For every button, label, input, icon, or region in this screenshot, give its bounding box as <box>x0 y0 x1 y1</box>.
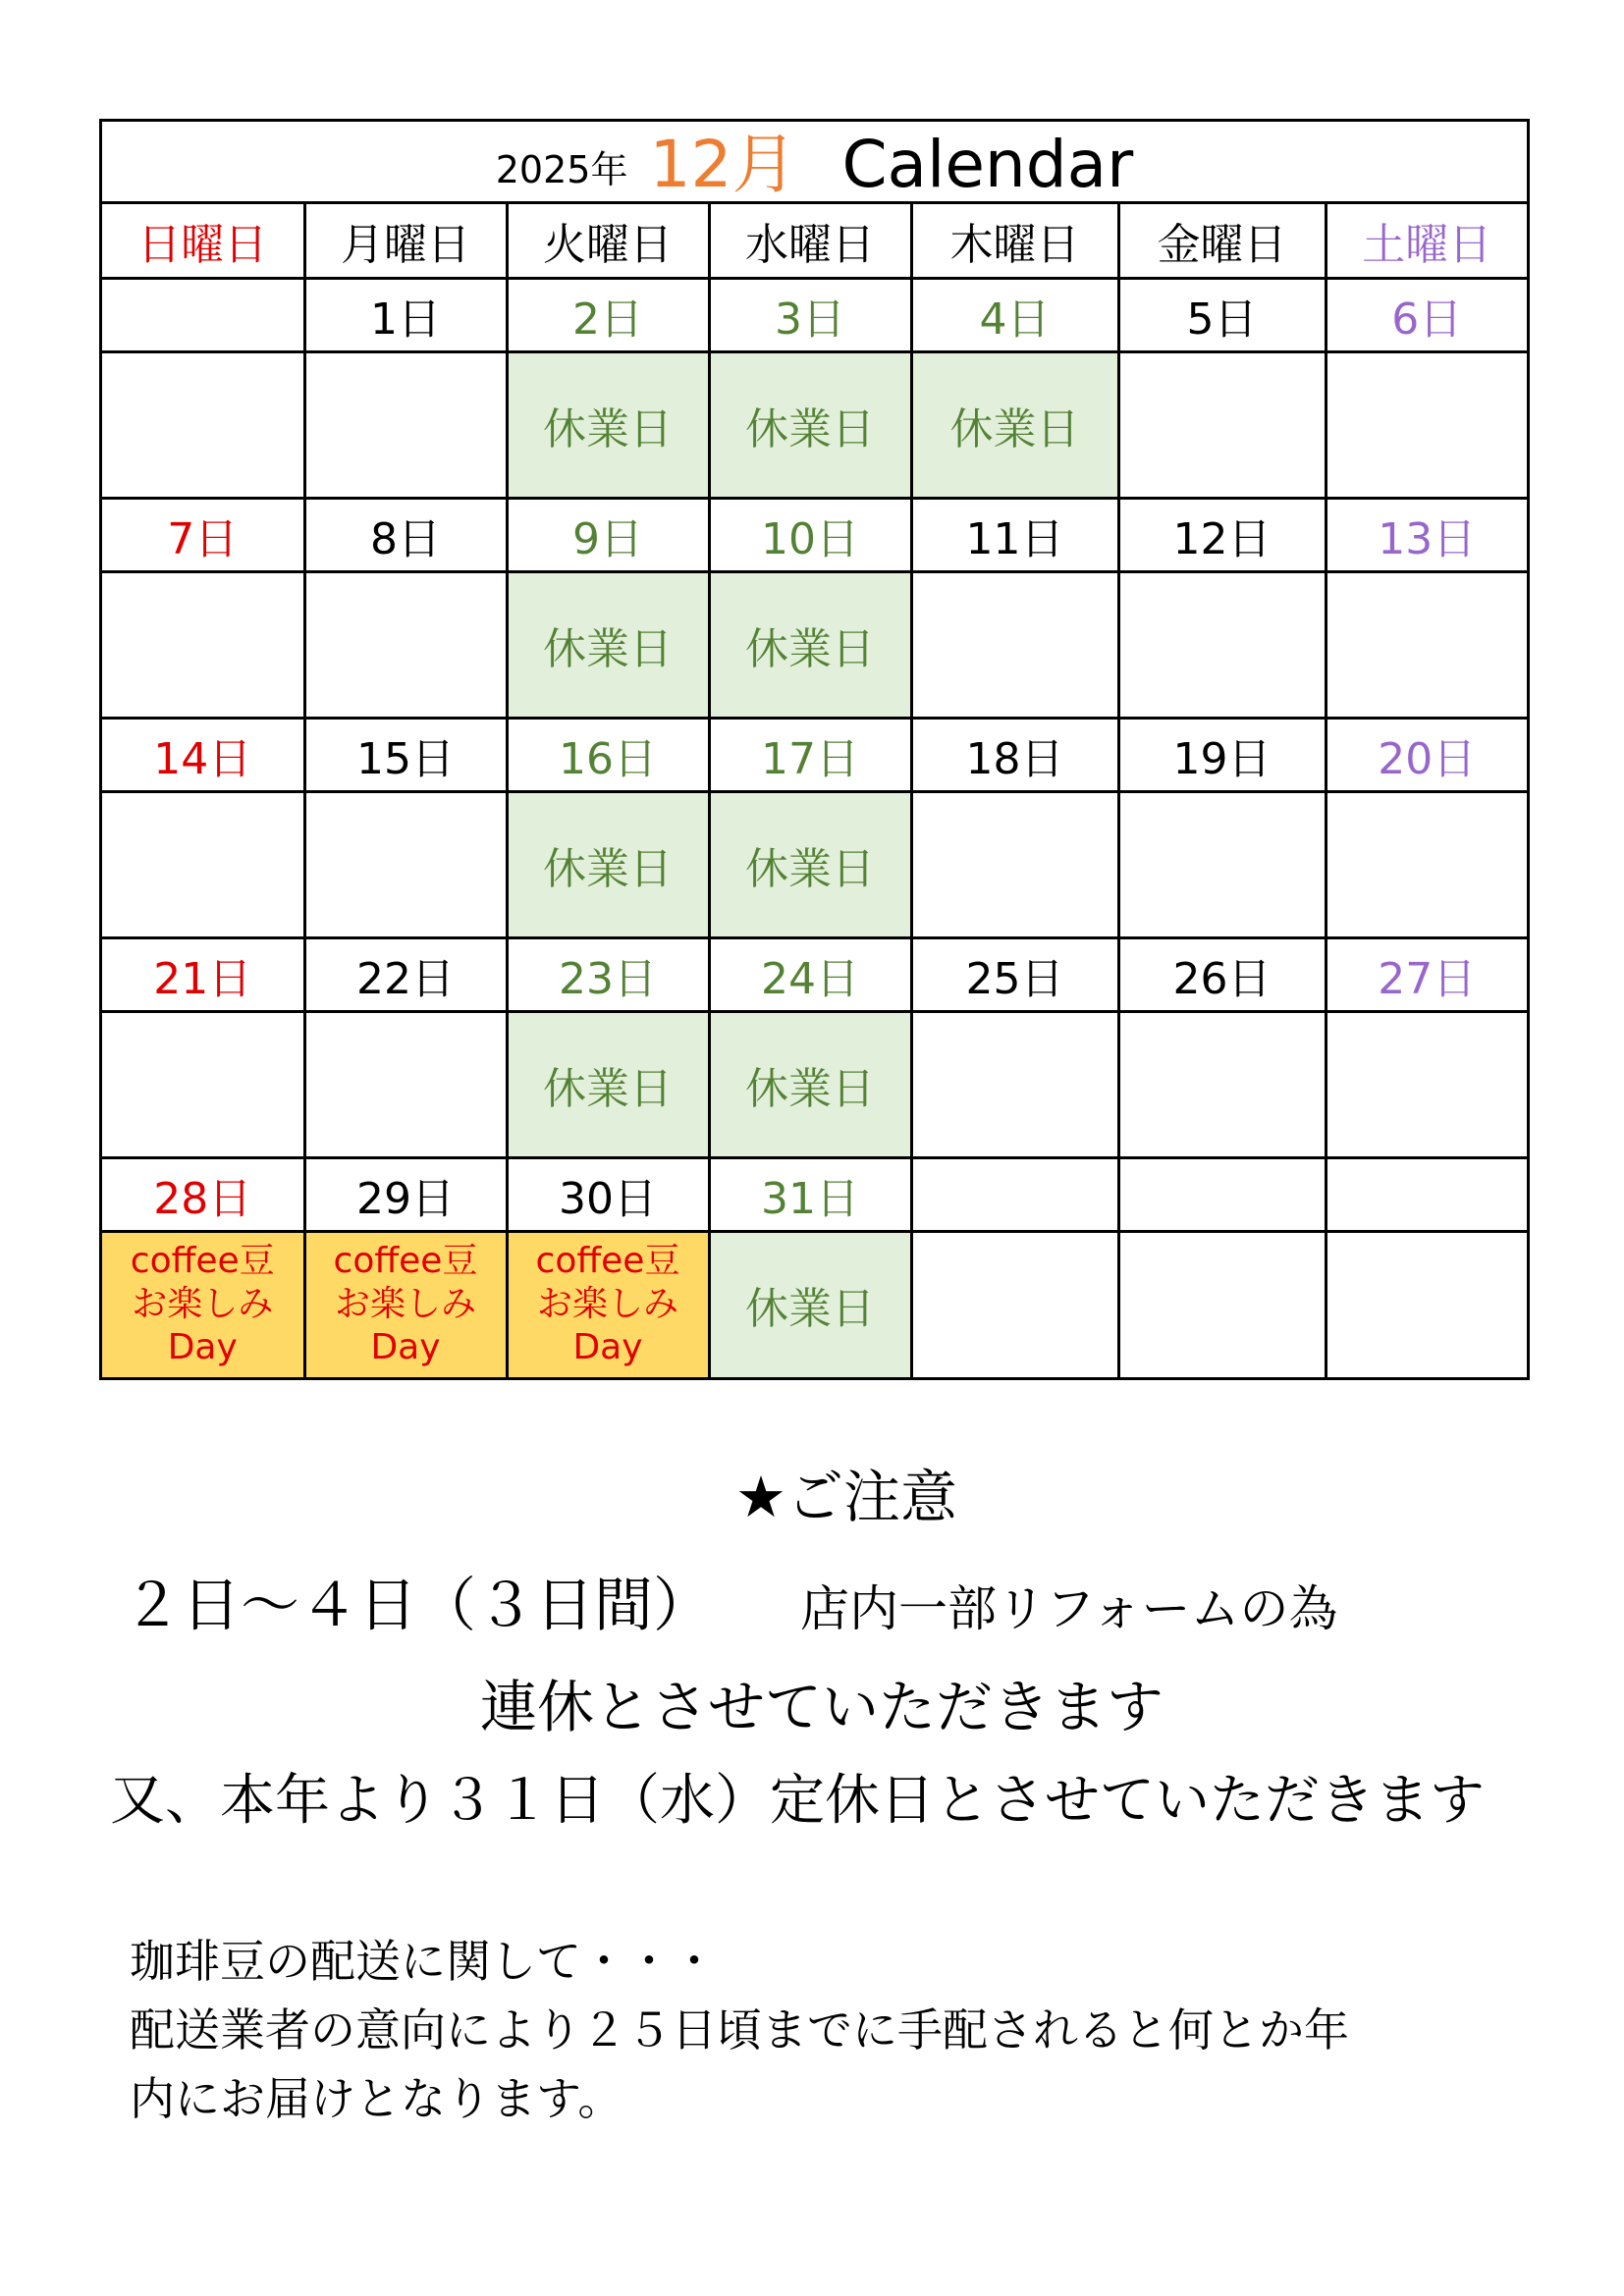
closed-day-cell: 休業日 <box>507 791 709 937</box>
day-number: 21日 <box>102 937 304 1011</box>
empty-cell <box>1326 571 1527 718</box>
closed-day-cell: 休業日 <box>709 571 911 718</box>
day-number: 30日 <box>507 1157 709 1231</box>
day-number: 20日 <box>1326 718 1527 791</box>
day-number: 5日 <box>1118 278 1326 351</box>
notice-line-1-reason: 店内一部リフォームの為 <box>800 1580 1338 1637</box>
day-number: 17日 <box>709 718 911 791</box>
day-number: 16日 <box>507 718 709 791</box>
closed-day-cell: 休業日 <box>709 1011 911 1157</box>
empty-cell <box>102 571 304 718</box>
empty-cell <box>102 791 304 937</box>
day-number: 2日 <box>507 278 709 351</box>
calendar-title <box>102 122 1527 204</box>
weekday-header: 火曜日 <box>507 204 709 278</box>
closed-day-cell: 休業日 <box>507 351 709 498</box>
closed-day-cell: 休業日 <box>507 1011 709 1157</box>
day-number <box>1118 1157 1326 1231</box>
closed-day-cell: 休業日 <box>911 351 1118 498</box>
empty-cell <box>911 571 1118 718</box>
day-number <box>911 1157 1118 1231</box>
event-cell: coffee豆 お楽しみ Day <box>102 1231 304 1377</box>
calendar-label: Calendar <box>841 127 1134 202</box>
day-number: 28日 <box>102 1157 304 1231</box>
calendar-year: 2025年 <box>495 148 628 191</box>
weekday-header: 日曜日 <box>102 204 304 278</box>
day-number: 14日 <box>102 718 304 791</box>
empty-cell <box>304 351 507 498</box>
weekday-header: 水曜日 <box>709 204 911 278</box>
day-number <box>1326 1157 1527 1231</box>
empty-cell <box>304 791 507 937</box>
notice-line-1 <box>123 1559 1338 1643</box>
empty-cell <box>1326 351 1527 498</box>
calendar <box>99 119 1530 1380</box>
delivery-line-1: 珈琲豆の配送に関して・・・ <box>130 1935 717 1988</box>
day-number: 25日 <box>911 937 1118 1011</box>
empty-cell <box>911 1231 1118 1377</box>
day-number: 26日 <box>1118 937 1326 1011</box>
calendar-month: 12月 <box>649 127 797 202</box>
empty-cell <box>1326 1231 1527 1377</box>
empty-cell <box>304 1011 507 1157</box>
calendar-grid <box>102 204 1527 1377</box>
notice-line-3: 又、本年より３１日（水）定休日とさせていただきます <box>110 1769 1485 1833</box>
empty-cell <box>1118 1011 1326 1157</box>
notice-line-1-dates: ２日～４日（３日間） <box>123 1572 712 1640</box>
weekday-header: 金曜日 <box>1118 204 1326 278</box>
day-number: 11日 <box>911 498 1118 571</box>
empty-cell <box>1118 571 1326 718</box>
day-number <box>102 278 304 351</box>
day-number: 18日 <box>911 718 1118 791</box>
empty-cell <box>102 1011 304 1157</box>
empty-cell <box>1118 791 1326 937</box>
empty-cell <box>911 1011 1118 1157</box>
empty-cell <box>1326 791 1527 937</box>
weekday-header: 土曜日 <box>1326 204 1527 278</box>
day-number: 12日 <box>1118 498 1326 571</box>
day-number: 10日 <box>709 498 911 571</box>
notice-line-2: 連休とさせていただきます <box>479 1674 1164 1740</box>
day-number: 7日 <box>102 498 304 571</box>
day-number: 22日 <box>304 937 507 1011</box>
empty-cell <box>1326 1011 1527 1157</box>
empty-cell <box>1118 1231 1326 1377</box>
empty-cell <box>1118 351 1326 498</box>
delivery-line-2: 配送業者の意向により２５日頃までに手配されると何とか年 <box>130 2003 1349 2056</box>
day-number: 27日 <box>1326 937 1527 1011</box>
day-number: 15日 <box>304 718 507 791</box>
empty-cell <box>304 571 507 718</box>
closed-day-cell: 休業日 <box>709 1231 911 1377</box>
empty-cell <box>911 791 1118 937</box>
day-number: 1日 <box>304 278 507 351</box>
delivery-line-3: 内にお届けとなります。 <box>130 2072 623 2125</box>
day-number: 4日 <box>911 278 1118 351</box>
day-number: 19日 <box>1118 718 1326 791</box>
day-number: 24日 <box>709 937 911 1011</box>
notice-title: ★ご注意 <box>735 1464 957 1530</box>
empty-cell <box>102 351 304 498</box>
weekday-header: 木曜日 <box>911 204 1118 278</box>
day-number: 6日 <box>1326 278 1527 351</box>
day-number: 8日 <box>304 498 507 571</box>
day-number: 29日 <box>304 1157 507 1231</box>
day-number: 3日 <box>709 278 911 351</box>
day-number: 13日 <box>1326 498 1527 571</box>
day-number: 9日 <box>507 498 709 571</box>
closed-day-cell: 休業日 <box>709 351 911 498</box>
day-number: 23日 <box>507 937 709 1011</box>
day-number: 31日 <box>709 1157 911 1231</box>
closed-day-cell: 休業日 <box>709 791 911 937</box>
event-cell: coffee豆 お楽しみ Day <box>304 1231 507 1377</box>
weekday-header: 月曜日 <box>304 204 507 278</box>
event-cell: coffee豆 お楽しみ Day <box>507 1231 709 1377</box>
closed-day-cell: 休業日 <box>507 571 709 718</box>
